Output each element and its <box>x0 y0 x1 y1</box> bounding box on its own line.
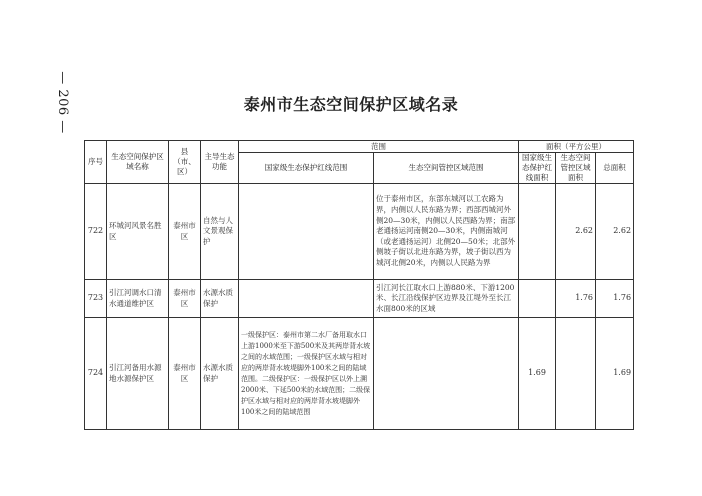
cell-scope-red <box>239 184 374 280</box>
cell-scope-control: 位于泰州市区，东部东城河以工农路为界，内侧以人民东路为界；西部西城河外侧20—30米，内侧以人民西路为界；南部老通扬运河南侧20—30米，内侧南城河（或老通扬运河）北侧20—50米；北部外侧坡子街以北进东路为界，坡子街以西为城河北侧20米，内侧以人民路为界 <box>374 184 519 280</box>
cell-name: 引江河调水口清水通道维护区 <box>107 280 169 318</box>
cell-scope-control: 引江河长江取水口上游880米、下游1200米、长江沿线保护区边界及江堤外至长江水面800米的区域 <box>374 280 519 318</box>
page-number: — 206 — <box>54 70 70 134</box>
cell-area-red <box>519 184 556 280</box>
table-row <box>85 184 634 280</box>
cell-area-control: 1.76 <box>556 280 596 318</box>
cell-scope-red <box>239 280 374 318</box>
header-seq: 序号 <box>85 141 107 184</box>
cell-area-control: 2.62 <box>556 184 596 280</box>
cell-function: 水源水质保护 <box>201 280 239 318</box>
cell-area-total: 1.69 <box>596 318 634 430</box>
protected-area-table <box>84 140 634 430</box>
cell-function: 水源水质保护 <box>201 318 239 430</box>
cell-area-total: 1.76 <box>596 280 634 318</box>
cell-county: 泰州市区 <box>169 318 201 430</box>
header-area: 面积（平方公里） <box>519 141 634 153</box>
cell-area-total: 2.62 <box>596 184 634 280</box>
cell-function: 自然与人文景观保护 <box>201 184 239 280</box>
header-area-red: 国家级生态保护红线面积 <box>519 153 556 184</box>
header-scope: 范围 <box>239 141 519 153</box>
cell-scope-red: 一级保护区：泰州市第二水厂备用取水口上游1000米至下游500米及其两岸背水坡之间的水域范围；一级保护区水域与相对应的两岸背水坡堤脚外100米之间的陆域范围。二级保护区：一级保护区以外上溯2000米、下延500米的水域范围；二级保护区水域与相对应的两岸背水坡堤脚外100米之间的陆域范围 <box>239 318 374 430</box>
cell-name: 环城河风景名胜区 <box>107 184 169 280</box>
header-scope-control: 生态空间管控区域范围 <box>374 153 519 184</box>
cell-area-control <box>556 318 596 430</box>
header-name: 生态空间保护区域名称 <box>107 141 169 184</box>
table-row <box>85 280 634 318</box>
cell-scope-control <box>374 318 519 430</box>
header-county: 县（市、区） <box>169 141 201 184</box>
cell-seq: 724 <box>85 318 107 430</box>
page-title: 泰州市生态空间保护区域名录 <box>243 95 459 114</box>
header-area-total: 总面积 <box>596 153 634 184</box>
cell-county: 泰州市区 <box>169 184 201 280</box>
table-row <box>85 318 634 430</box>
header-function: 主导生态功能 <box>201 141 239 184</box>
cell-seq: 723 <box>85 280 107 318</box>
cell-name: 引江河备用水源地水源保护区 <box>107 318 169 430</box>
cell-seq: 722 <box>85 184 107 280</box>
cell-county: 泰州市区 <box>169 280 201 318</box>
cell-area-red: 1.69 <box>519 318 556 430</box>
header-scope-red: 国家级生态保护红线范围 <box>239 153 374 184</box>
cell-area-red <box>519 280 556 318</box>
header-area-control: 生态空间管控区域面积 <box>556 153 596 184</box>
